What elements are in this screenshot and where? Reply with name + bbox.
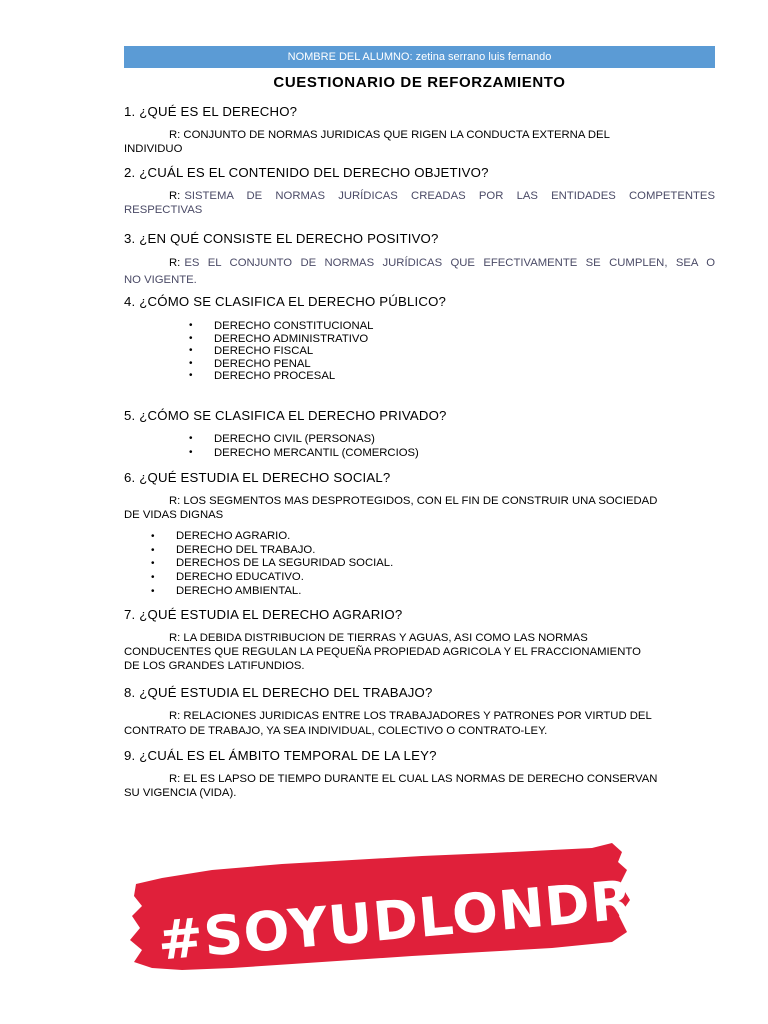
answer-8: [124, 709, 715, 739]
answer-6-line-2: DE VIDAS DIGNAS: [124, 509, 224, 521]
list-item: • DERECHO CONSTITUCIONAL: [214, 320, 373, 333]
list-item: • DERECHO ADMINISTRATIVO: [214, 333, 373, 346]
question-5: 5. ¿CÓMO SE CLASIFICA EL DERECHO PRIVADO?: [124, 408, 447, 423]
answer-9-line-1: R: EL ES LAPSO DE TIEMPO DURANTE EL CUAL LAS NORMAS DE DERECHO CONSERVAN: [169, 773, 658, 785]
answer-2-line-1: SISTEMA DE NORMAS JURÍDICAS CREADAS POR LAS ENTIDADES COMPETENTES: [184, 190, 715, 202]
answer-9-line-2: SU VIGENCIA (VIDA).: [124, 787, 237, 799]
student-name-banner: NOMBRE DEL ALUMNO: zetina serrano luis fernando: [124, 46, 715, 68]
question-6: 6. ¿QUÉ ESTUDIA EL DERECHO SOCIAL?: [124, 470, 391, 485]
answer-8-line-2: CONTRATO DE TRABAJO, YA SEA INDIVIDUAL, COLECTIVO O CONTRATO-LEY.: [124, 725, 548, 737]
question-4: 4. ¿CÓMO SE CLASIFICA EL DERECHO PÚBLICO?: [124, 294, 447, 309]
list-item: • DERECHO CIVIL (PERSONAS): [214, 433, 419, 446]
soyudlondres-logo: [122, 840, 714, 975]
list-item: • DERECHO AMBIENTAL.: [176, 585, 393, 599]
list-item: • DERECHO DEL TRABAJO.: [176, 544, 393, 558]
answer-2: [124, 189, 715, 217]
answer-3: [124, 255, 715, 289]
answer-8-line-1: R: RELACIONES JURIDICAS ENTRE LOS TRABAJADORES Y PATRONES POR VIRTUD DEL: [169, 710, 652, 722]
answer-1: [124, 128, 715, 156]
answer-3-line-2: NO VIGENTE.: [124, 274, 197, 286]
answer-1-line-2: INDIVIDUO: [124, 143, 183, 155]
list-item: • DERECHO FISCAL: [214, 345, 373, 358]
answer-6: [124, 494, 715, 522]
question-7: 7. ¿QUÉ ESTUDIA EL DERECHO AGRARIO?: [124, 607, 403, 622]
question-8: 8. ¿QUÉ ESTUDIA EL DERECHO DEL TRABAJO?: [124, 685, 433, 700]
answer-7-line-1: R: LA DEBIDA DISTRIBUCION DE TIERRAS Y AGUAS, ASI COMO LAS NORMAS: [169, 632, 588, 644]
question-2: 2. ¿CUÁL ES EL CONTENIDO DEL DERECHO OBJETIVO?: [124, 165, 489, 180]
answer-7-line-2: CONDUCENTES QUE REGULAN LA PEQUEÑA PROPIEDAD AGRICOLA Y EL FRACCIONAMIENTO: [124, 646, 641, 658]
page-title: CUESTIONARIO DE REFORZAMIENTO: [273, 74, 566, 91]
logo-text: #SOYUDLONDRES: [155, 861, 714, 973]
answer-2-prefix: R:: [169, 190, 181, 202]
answer-7: [124, 631, 715, 673]
answer-7-line-3: DE LOS GRANDES LATIFUNDIOS.: [124, 660, 305, 672]
answer-3-prefix: R:: [169, 257, 181, 269]
answer-6-line-1: R: LOS SEGMENTOS MAS DESPROTEGIDOS, CON EL FIN DE CONSTRUIR UNA SOCIEDAD: [169, 495, 658, 507]
question-9: 9. ¿CUÁL ES EL ÁMBITO TEMPORAL DE LA LEY?: [124, 748, 437, 763]
answer-1-line-1: R: CONJUNTO DE NORMAS JURIDICAS QUE RIGEN LA CONDUCTA EXTERNA DEL: [169, 129, 610, 141]
answer-9: [124, 772, 715, 800]
list-item: • DERECHO AGRARIO.: [176, 530, 393, 544]
list-derecho-social: [176, 530, 393, 599]
list-derecho-privado: [214, 433, 419, 459]
question-3: 3. ¿EN QUÉ CONSISTE EL DERECHO POSITIVO?: [124, 231, 439, 246]
list-item: • DERECHO EDUCATIVO.: [176, 571, 393, 585]
list-derecho-publico: [214, 320, 373, 383]
answer-3-line-1: ES EL CONJUNTO DE NORMAS JURÍDICAS QUE EFECTIVAMENTE SE CUMPLEN, SEA O: [184, 257, 715, 269]
list-item: • DERECHO MERCANTIL (COMERCIOS): [214, 447, 419, 460]
list-item: • DERECHO PENAL: [214, 358, 373, 371]
list-item: • DERECHOS DE LA SEGURIDAD SOCIAL.: [176, 557, 393, 571]
answer-2-line-2: RESPECTIVAS: [124, 204, 203, 216]
question-1: 1. ¿QUÉ ES EL DERECHO?: [124, 104, 298, 119]
list-item: • DERECHO PROCESAL: [214, 370, 373, 383]
